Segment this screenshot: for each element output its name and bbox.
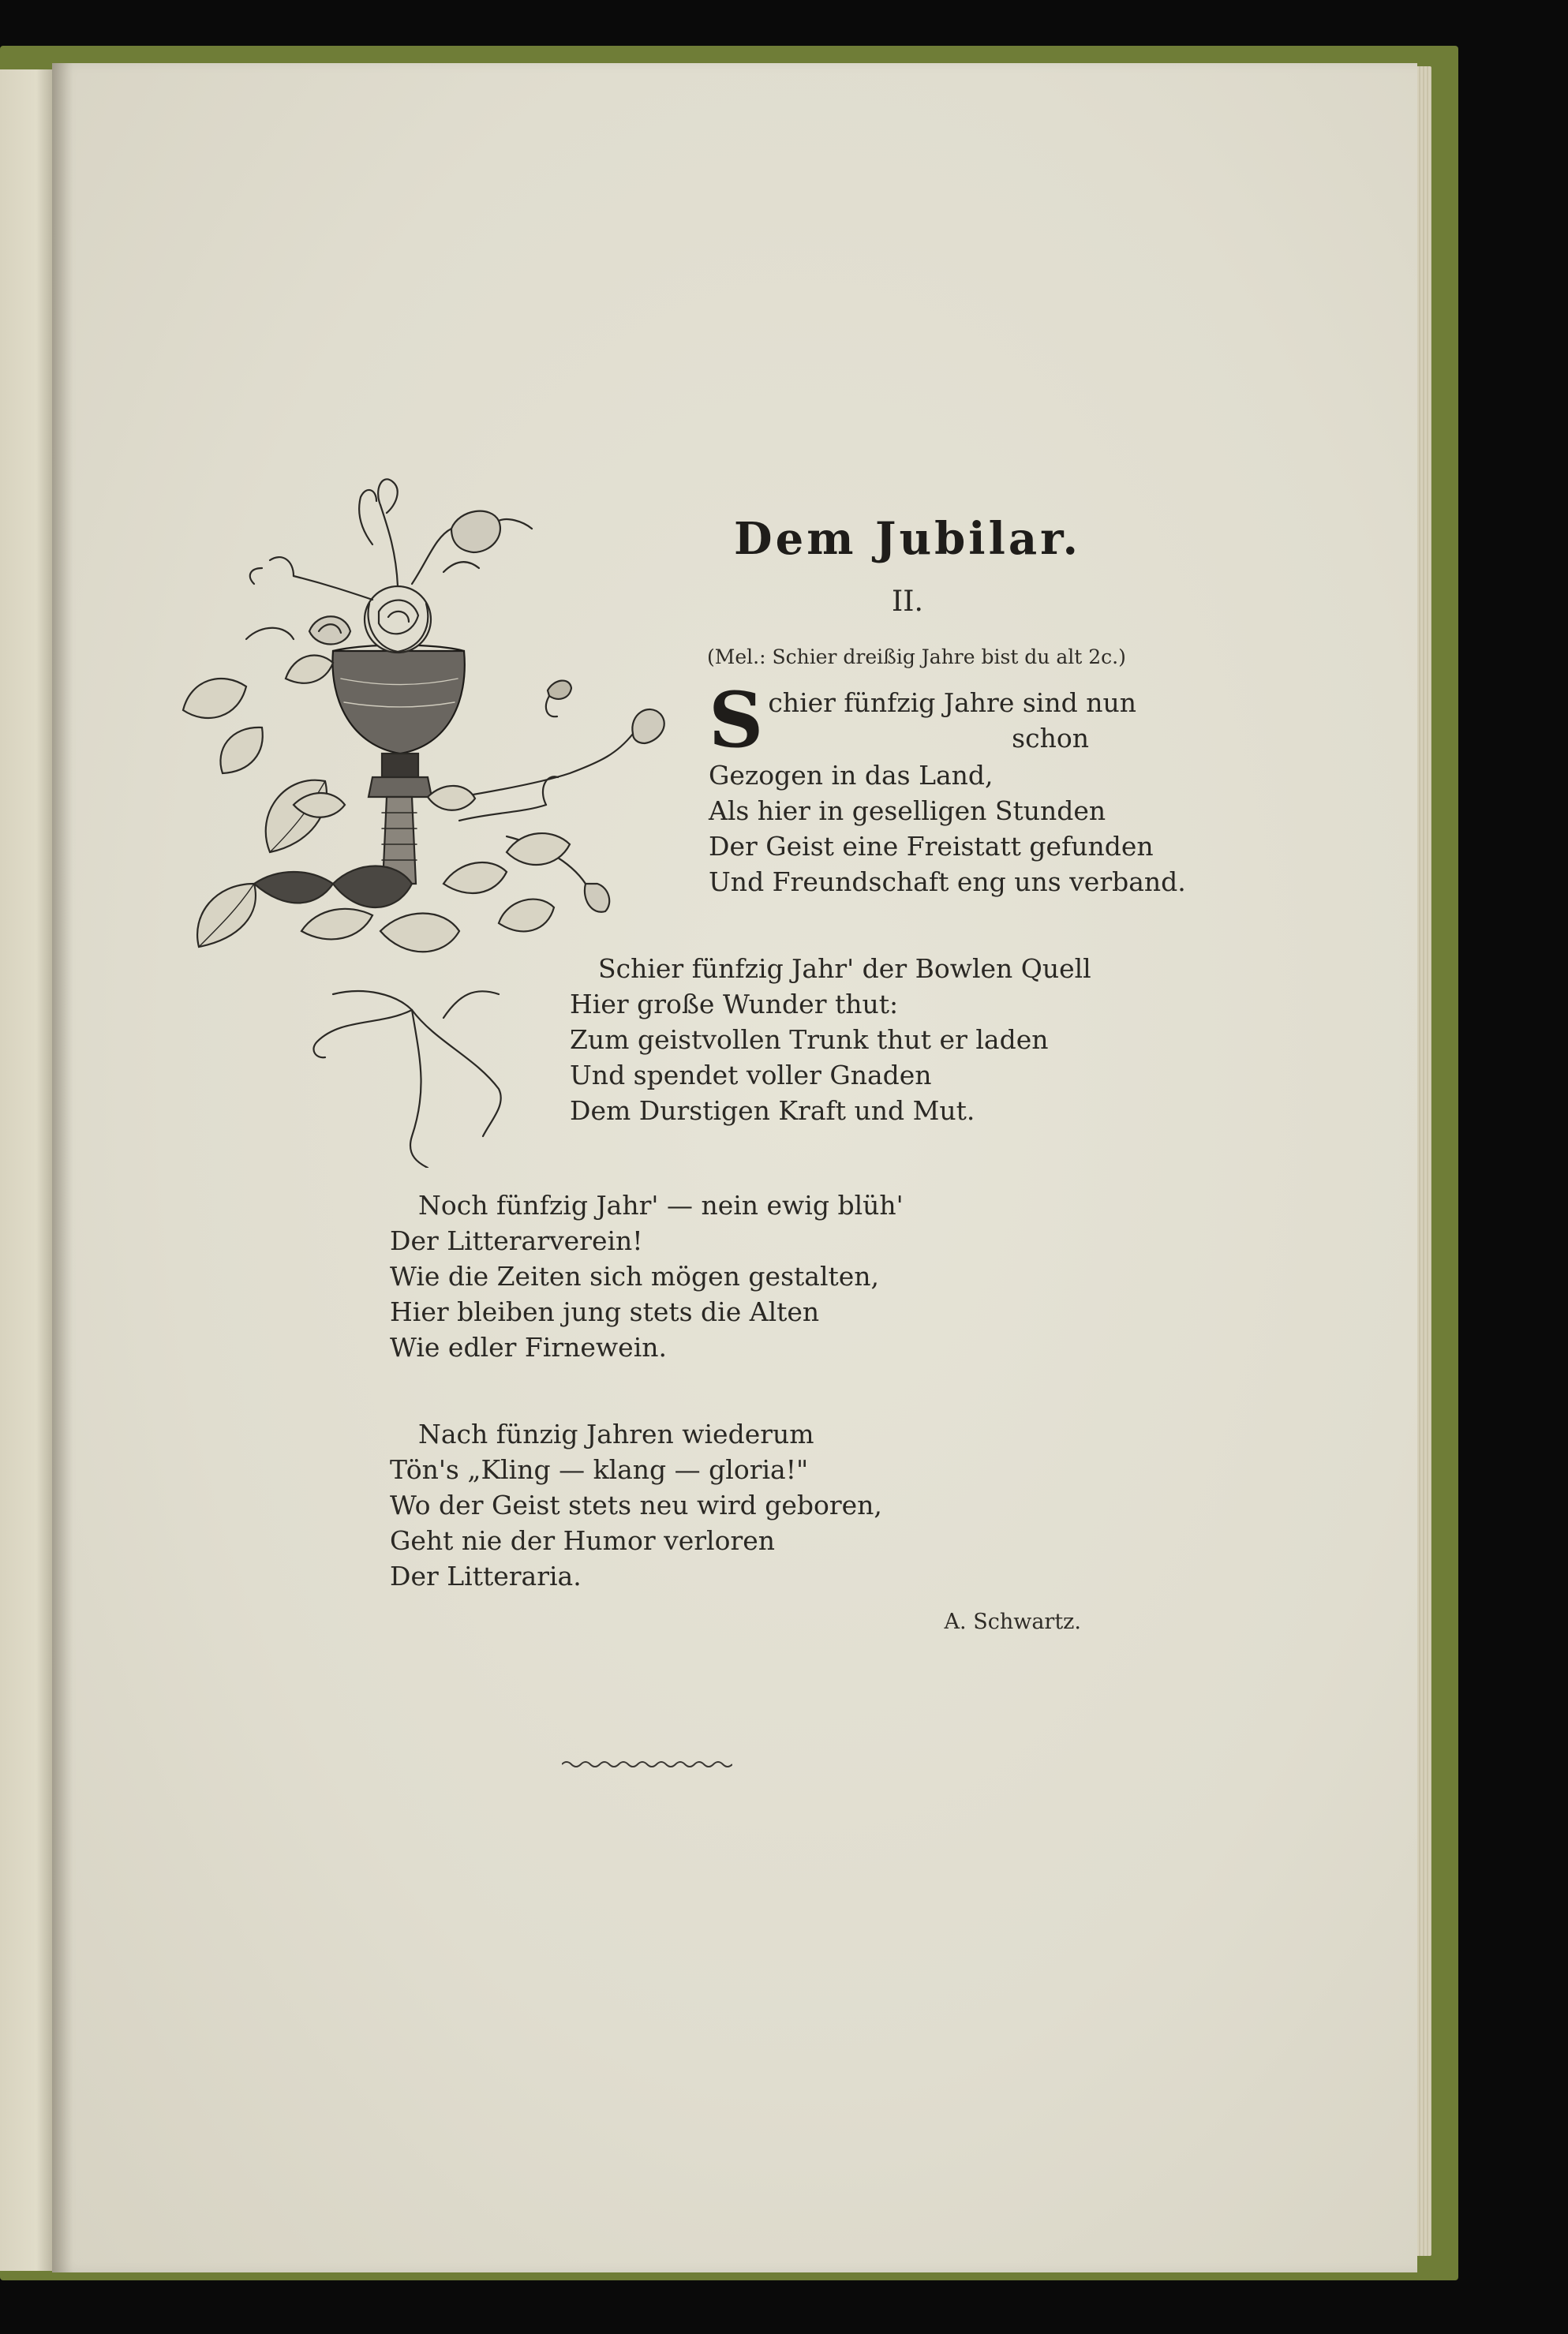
poem-title: Dem Jubilar. xyxy=(734,513,1081,565)
author-signature: A. Schwartz. xyxy=(944,1610,1081,1634)
left-page-edge xyxy=(0,69,52,2271)
stanza-line: Wie die Zeiten sich mögen gestalten, xyxy=(390,1261,880,1292)
stanza-line: Nach fünzig Jahren wiederum xyxy=(418,1419,814,1449)
stanza-line: Wie edler Firnewein. xyxy=(390,1332,667,1363)
stanza-line: Und spendet voller Gnaden xyxy=(570,1060,932,1090)
stanza-1 xyxy=(709,675,1186,900)
gutter-shadow xyxy=(52,63,73,2272)
stanza-line: Gezogen in das Land, xyxy=(709,760,994,791)
stanza-line: Dem Durstigen Kraft und Mut. xyxy=(570,1095,975,1126)
poem-number: II. xyxy=(892,585,923,618)
stanza-line: Schier fünfzig Jahr' der Bowlen Quell xyxy=(598,953,1091,984)
stanza-line: Zum geistvollen Trunk thut er laden xyxy=(570,1024,1049,1055)
stanza-line: Noch fünfzig Jahr' — nein ewig blüh' xyxy=(418,1190,904,1221)
stanza-line: Wo der Geist stets neu wird geboren, xyxy=(390,1490,882,1520)
stanza-line: Der Geist eine Freistatt gefunden xyxy=(709,831,1154,862)
wavy-divider-ornament xyxy=(562,1758,732,1771)
stanza-line: Tön's „Kling — klang — gloria!" xyxy=(390,1454,809,1485)
stanza-line: Und Freundschaft eng uns verband. xyxy=(709,866,1186,897)
melody-note: (Mel.: Schier dreißig Jahre bist du alt 2c.) xyxy=(707,645,1126,668)
stanza-3 xyxy=(390,1188,904,1365)
stanza-line: Der Litteraria. xyxy=(390,1561,582,1592)
stanza-line: chier fünfzig Jahre sind nun xyxy=(768,687,1136,718)
stanza-line: schon xyxy=(1012,723,1089,754)
stanza-line: Hier große Wunder thut: xyxy=(570,989,899,1019)
stanza-4 xyxy=(390,1416,882,1594)
stanza-line: Als hier in geselligen Stunden xyxy=(709,795,1106,826)
stanza-line: Geht nie der Humor verloren xyxy=(390,1525,776,1556)
stanza-line: Der Litterarverein! xyxy=(390,1225,643,1256)
book-page xyxy=(52,63,1417,2272)
stanza-2 xyxy=(570,951,1091,1128)
drop-cap: S xyxy=(709,675,764,765)
stanza-line: Hier bleiben jung stets die Alten xyxy=(390,1296,820,1327)
